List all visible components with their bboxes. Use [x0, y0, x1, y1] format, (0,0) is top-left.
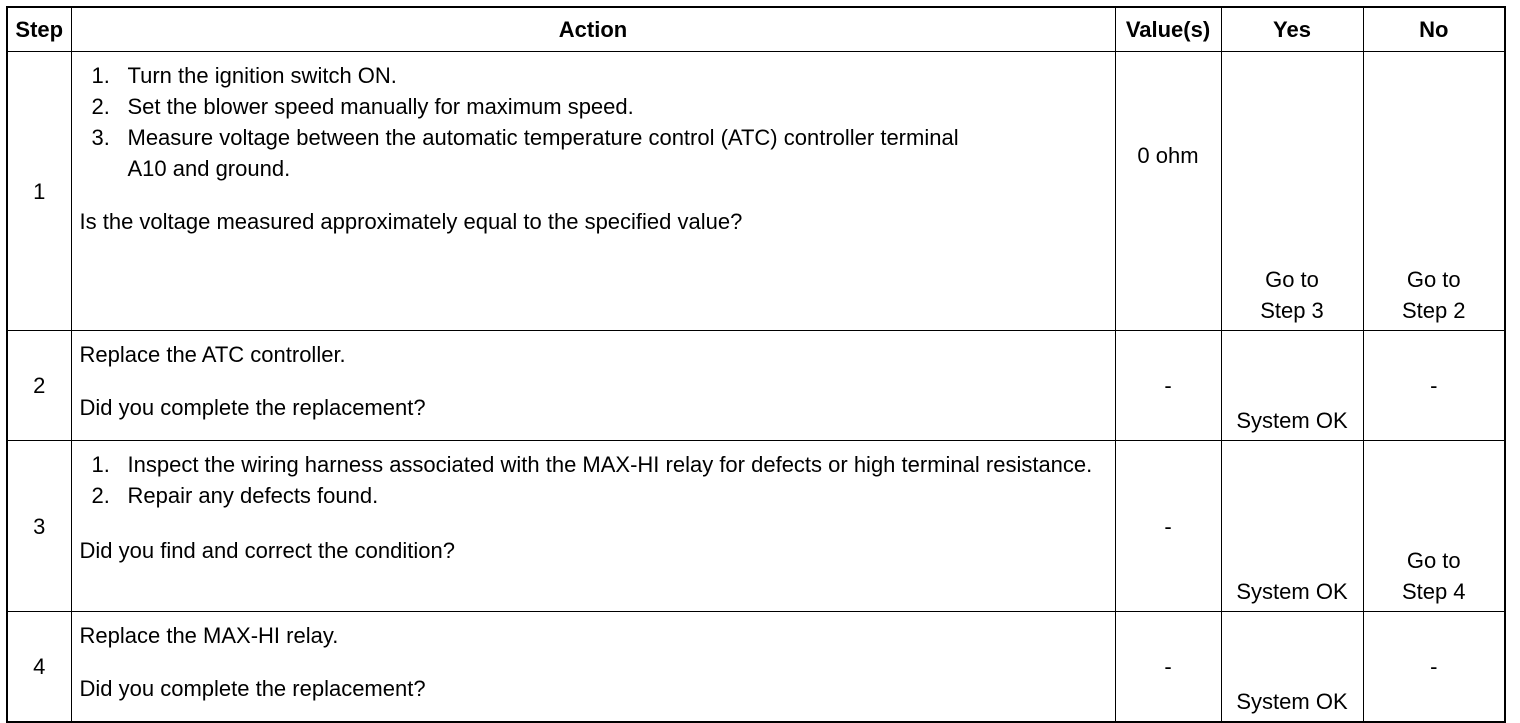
- no-cell: [1363, 441, 1505, 612]
- instruction-text: Measure voltage between the automatic temperature control (ATC) controller terminal A10 and ground.: [127, 125, 959, 181]
- step-number: 1: [7, 52, 71, 331]
- instruction-text: Turn the ignition switch ON.: [127, 63, 397, 88]
- table-row: [7, 441, 1505, 612]
- question-text: Is the voltage measured approximately equal to the specified value?: [79, 209, 743, 234]
- step-number: 3: [7, 441, 71, 612]
- header-no: No: [1363, 7, 1505, 52]
- table-row: [7, 331, 1505, 441]
- instruction-number: 1.: [91, 63, 110, 88]
- no-cell: -: [1363, 331, 1505, 441]
- header-step: Step: [7, 7, 71, 52]
- instruction-list: [80, 449, 1115, 511]
- yes-cell: [1221, 331, 1363, 441]
- header-values: Value(s): [1115, 7, 1221, 52]
- header-row: [7, 7, 1505, 52]
- step-number: 4: [7, 612, 71, 723]
- yes-line: System OK: [1236, 579, 1348, 604]
- statement-text: Replace the MAX-HI relay.: [79, 623, 339, 648]
- value-cell: -: [1115, 612, 1221, 723]
- instruction-number: 2.: [91, 483, 110, 508]
- yes-cell: [1221, 441, 1363, 612]
- question-text: Did you complete the replacement?: [79, 676, 426, 701]
- header-yes: Yes: [1221, 7, 1363, 52]
- diagnostic-table: [6, 6, 1506, 723]
- instruction-item: [80, 122, 1115, 184]
- yes-line: System OK: [1236, 689, 1348, 714]
- instruction-number: 1.: [91, 452, 110, 477]
- yes-line: Step 3: [1260, 298, 1324, 323]
- action-cell: [71, 52, 1115, 331]
- value-cell: 0 ohm: [1115, 52, 1221, 331]
- no-line: Step 2: [1401, 298, 1466, 323]
- no-line: Go to: [1406, 267, 1461, 292]
- instruction-list: [80, 60, 1115, 184]
- header-action: Action: [71, 7, 1115, 52]
- action-cell: [71, 331, 1115, 441]
- step-number: 2: [7, 331, 71, 441]
- instruction-number: 2.: [91, 94, 110, 119]
- yes-line: Go to: [1265, 267, 1319, 292]
- table-row: [7, 52, 1505, 331]
- yes-line: System OK: [1236, 408, 1348, 433]
- action-cell: [71, 612, 1115, 723]
- instruction-text: Repair any defects found.: [127, 483, 379, 508]
- instruction-text: Inspect the wiring harness associated with the MAX-HI relay for defects or high terminal resistance.: [127, 452, 1093, 477]
- value-cell: -: [1115, 441, 1221, 612]
- table-row: [7, 612, 1505, 723]
- instruction-text: Set the blower speed manually for maximum speed.: [127, 94, 634, 119]
- statement-text: Replace the ATC controller.: [79, 342, 346, 367]
- no-line: Go to: [1406, 548, 1461, 573]
- no-cell: -: [1363, 612, 1505, 723]
- instruction-item: [80, 480, 1115, 511]
- instruction-item: [80, 91, 1115, 122]
- no-cell: [1363, 52, 1505, 331]
- instruction-number: 3.: [91, 125, 110, 150]
- action-cell: [71, 441, 1115, 612]
- question-text: Did you find and correct the condition?: [79, 538, 455, 563]
- instruction-item: [80, 449, 1115, 480]
- question-text: Did you complete the replacement?: [79, 395, 426, 420]
- value-cell: -: [1115, 331, 1221, 441]
- no-line: Step 4: [1401, 579, 1466, 604]
- yes-cell: [1221, 52, 1363, 331]
- instruction-item: [80, 60, 1115, 91]
- yes-cell: [1221, 612, 1363, 723]
